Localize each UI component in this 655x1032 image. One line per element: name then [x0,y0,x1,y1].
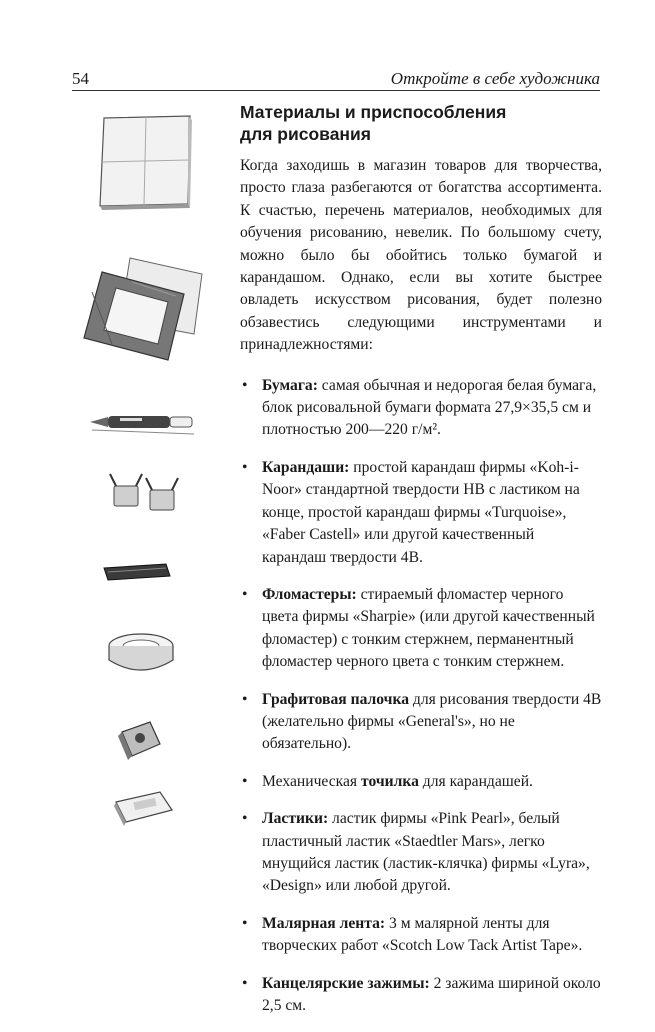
item-prefix: Механическая [262,772,361,790]
item-term: Графитовая палочка [262,690,409,708]
bullet: • [242,810,248,828]
tape-roll-illustration [104,630,178,678]
list-item-binder-clips [240,973,602,1018]
main-content [240,101,602,1032]
bullet: • [242,772,248,790]
item-term: Фломастеры: [262,585,357,603]
item-term: Ластики: [262,810,329,828]
item-term: Бумага: [262,376,318,394]
bullet: • [242,974,248,992]
graphite-stick-illustration [100,562,174,584]
bullet: • [242,458,248,476]
item-term: точилка [360,772,419,790]
page-number: 54 [72,69,89,88]
paper-sheet-illustration [96,112,196,212]
list-item-pencils [240,457,602,569]
list-item-sharpener [240,771,602,793]
list-item-paper [240,375,602,442]
section-title [240,101,602,145]
bullet: • [242,690,248,708]
bullet: • [242,585,248,603]
bullet: • [242,376,248,394]
item-description: стираемый фломастер черного цвета фирмы «Sharpie» (или другой качественный фломастер) с тонким стержнем, перманентный фломастер черного цвета с тонким стержнем. [262,585,595,671]
item-description: простой карандаш фирмы «Koh-i-Noor» стандартной твердости HB с ластиком на конце, простой карандаш фирмы «Turquoise», «Faber Castell» или другой качественный карандаш твердости 4B. [262,458,580,566]
list-item-markers [240,584,602,674]
item-term: Карандаши: [262,458,350,476]
section-title-line-1: Материалы и приспособления [240,102,507,122]
item-description: 3 м малярной ленты для творческих работ «Scotch Low Tack Artist Tape». [262,914,583,955]
sharpener-illustration [116,718,164,762]
pencils-illustration [88,410,198,436]
running-head [72,66,600,91]
item-term: Малярная лента: [262,914,386,932]
list-item-graphite-stick [240,689,602,756]
item-description: для рисования твердости 4B (желательно фирмы «General's», но не обязательно). [262,690,602,753]
eraser-illustration [110,788,176,828]
list-item-masking-tape [240,913,602,958]
item-description: самая обычная и недорогая белая бумага, блок рисовальной бумаги формата 27,9×35,5 см и плотностью 200—220 г/м². [262,376,597,439]
masking-tape-frame-illustration [72,252,208,364]
running-title: Откройте в себе художника [390,69,600,88]
binder-clips-illustration [106,470,186,514]
materials-list [240,375,602,1018]
bullet: • [242,914,248,932]
item-description: ластик фирмы «Pink Pearl», белый пластичный ластик «Staedtler Mars», легко мнущийся ластик (ластик-клячка) фирмы «Lyra», «Design» или любой другой. [262,810,590,895]
section-title-line-2: для рисования [240,124,371,144]
intro-paragraph: Когда заходишь в магазин товаров для творчества, просто глаза разбегаются от богатства ассортимента. К счастью, перечень материалов, необходимых для обучения рисованию, невелик. По большому счету, можно было бы обойтись только бумагой и карандашом. Однако, если вы хотите быстрее овладеть искусством рисования, будет полезно обзавестись следующими инструментами и принадлежностями: [240,157,602,354]
list-item-erasers [240,808,602,898]
item-description: 2 зажима шириной около 2,5 см. [262,974,601,1014]
item-description: для карандашей. [418,772,533,790]
item-term: Канцелярские зажимы: [262,974,430,992]
